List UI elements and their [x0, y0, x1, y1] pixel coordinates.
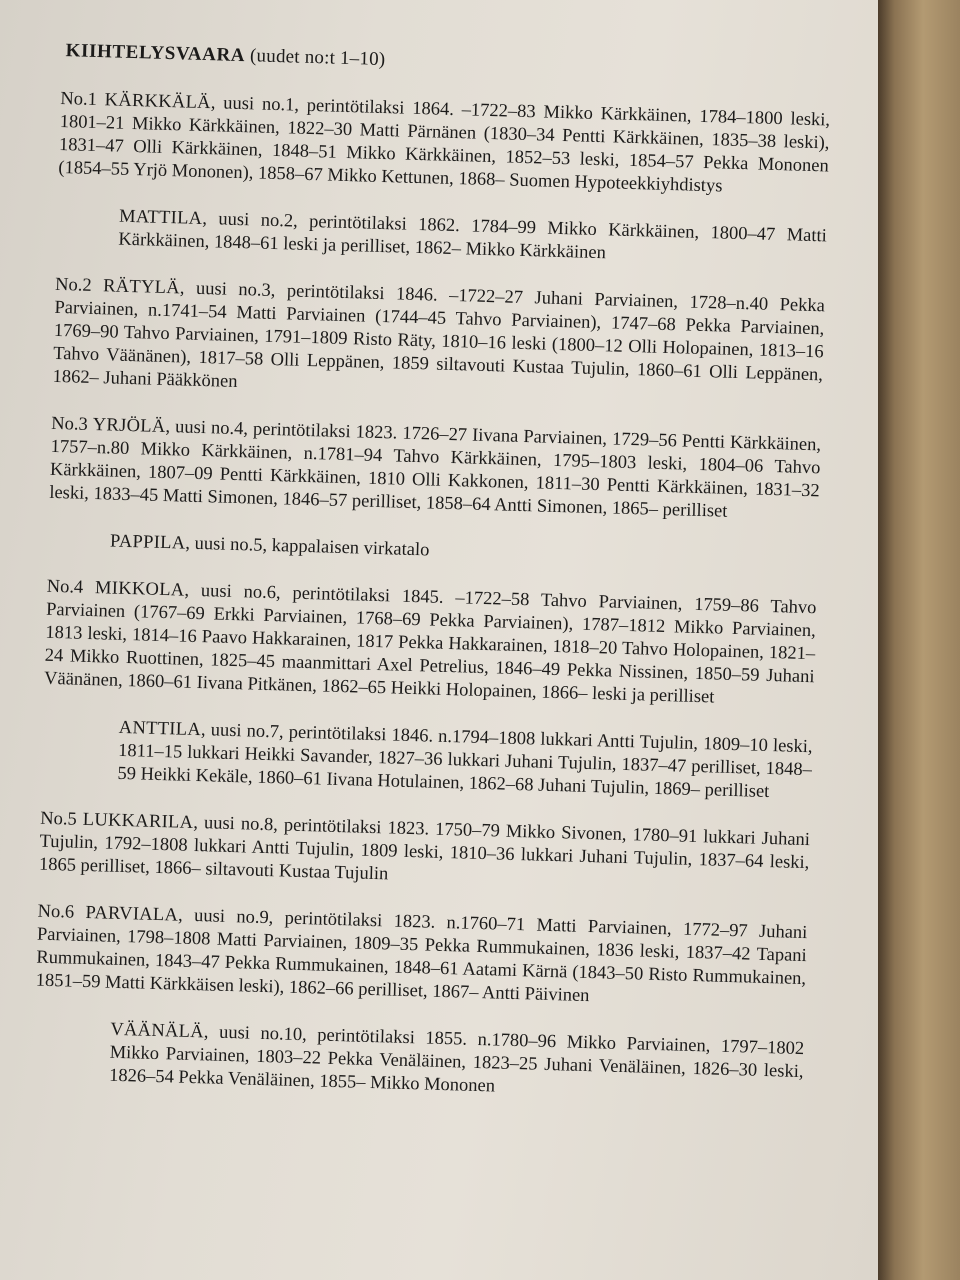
entry-pappila: PAPPILA, uusi no.5, kappalaisen virkatalo: [109, 531, 430, 561]
book-cover-edge: [878, 0, 960, 1280]
heading-subtitle: (uudet no:t 1–10): [249, 45, 386, 71]
entry-yrjola: No.3 YRJÖLÄ, uusi no.4, perintötilaksi 1823. 1726–27 Iivana Parviainen, 1729–56 Pentti Kärkkäinen, 1757–n.80 Mikko Kärkkäinen, n.1781–94 Tahvo Kärkkäinen, 1795–1803 leski, 1804–06 Tahvo Kärkkäinen, 1807–09 Pentti Kärkkäinen, 1810 Olli Kakkonen, 1811–30 Pentti Kärkkäinen, 1831–32 leski, 1833–45 Matti Simonen, 1846–57 perilliset, 1858–64 Antti Simonen, 1865– perilliset: [49, 413, 822, 522]
entry-name: PARVIALA: [85, 902, 179, 926]
entry-name: MIKKOLA: [94, 578, 185, 601]
entry-parviala: No.6 PARVIALA, uusi no.9, perintötilaksi 1823. n.1760–71 Matti Parviainen, 1772–97 Juhani Parviainen, 1798–1808 Matti Parviainen, 1809–35 Pekka Rummukainen, 1836 leski, 1837–42 Tapani Rummukainen, 1843–47 Pekka Rummukainen, 1848–61 Aatami Kärnä (1843–50 Risto Rummukainen, 1851–59 Matti Kärkkäisen leski), 1862–66 perilliset, 1867– Antti Päivinen: [35, 901, 808, 1007]
entry-lukkarila: No.5 LUKKARILA, uusi no.8, perintötilaksi 1823. 1750–79 Mikko Sivonen, 1780–91 lukkari Juhani Tujulin, 1792–1808 lukkari Antti Tujulin, 1809 leski, 1810–36 lukkari Juhani Tujulin, 1837–64 leski, 1865 perilliset, 1866– siltavouti Kustaa Tujulin: [38, 808, 811, 885]
entry-ratyla: No.2 RÄTYLÄ, uusi no.3, perintötilaksi 1846. –1722–27 Juhani Parviainen, 1728–n.40 Pekka Parviainen, n.1741–54 Matti Parviainen (1744–45 Tahvo Parviainen), 1747–68 Pekka Parviainen, 1769–90 Tahvo Parviainen, 1791–1809 Risto Räty, 1810–16 leski (1800–12 Olli Holopainen, 1813–16 Tahvo Väänänen), 1817–58 Olli Leppänen, 1859 siltavouti Kustaa Tujulin, 1860–61 Olli Leppänen, 1862– Juhani Pääkkönen: [52, 274, 826, 393]
entry-name: MATTILA: [118, 206, 203, 229]
heading-place: KIIHTELYSVAARA: [65, 40, 246, 67]
page-content: [32, 40, 832, 1131]
entry-mattila: MATTILA, uusi no.2, perintötilaksi 1862. 1784–99 Mikko Kärkkäinen, 1800–47 Matti Kärkkäinen, 1848–61 leski ja perilliset, 1862– Mikko Kärkkäinen: [118, 206, 828, 264]
entry-name: KÄRKKÄLÄ: [104, 90, 212, 114]
entry-name: VÄÄNÄLÄ: [110, 1019, 205, 1043]
entry-name: PAPPILA: [109, 531, 186, 554]
entry-name: RÄTYLÄ: [102, 276, 181, 299]
entry-vaanala: VÄÄNÄLÄ, uusi no.10, perintötilaksi 1855. n.1780–96 Mikko Parviainen, 1797–1802 Mikko Parviainen, 1803–22 Pekka Venäläinen, 1823–25 Juhani Venäläinen, 1826–30 leski, 1826–54 Pekka Venäläinen, 1855– Mikko Mononen: [108, 1019, 805, 1097]
entry-name: ANTTILA: [118, 717, 202, 741]
entry-karkkala: No.1 KÄRKKÄLÄ, uusi no.1, perintötilaksi 1864. –1722–83 Mikko Kärkkäinen, 1784–1800 leski, 1801–21 Mikko Kärkkäinen, 1822–30 Matti Pärnänen (1830–34 Pentti Kärkkäinen, 1835–38 leski), 1831–47 Olli Kärkkäinen, 1848–51 Mikko Kärkkäinen, 1852–53 leski, 1854–57 Pekka Mononen (1854–55 Yrjö Mononen), 1858–67 Mikko Kettunen, 1868– Suomen Hypoteekkiyhdistys: [58, 88, 831, 197]
section-heading: [65, 40, 831, 83]
entry-name: YRJÖLÄ: [92, 415, 166, 438]
entry-name: LUKKARILA: [82, 809, 194, 833]
entry-mikkola: No.4 MIKKOLA, uusi no.6, perintötilaksi 1845. –1722–58 Tahvo Parviainen, 1759–86 Tahvo Parviainen (1767–69 Erkki Parviainen, 1768–69 Pekka Parviainen), 1787–1812 Mikko Parviainen, 1813 leski, 1814–16 Paavo Hakkarainen, 1817 Pekka Hakkarainen, 1818–20 Tahvo Holopainen, 1821–24 Mikko Ruottinen, 1825–45 maanmittari Axel Petrelius, 1846–49 Pekka Nissinen, 1850–59 Juhani Väänänen, 1860–61 Iivana Pitkänen, 1862–65 Heikki Holopainen, 1866– leski ja perilliset: [43, 576, 817, 708]
entry-anttila: ANTTILA, uusi no.7, perintötilaksi 1846. n.1794–1808 lukkari Antti Tujulin, 1809–10 leski, 1811–15 lukkari Heikki Savander, 1827–36 lukkari Juhani Tujulin, 1837–47 perilliset, 1848–59 Heikki Kekäle, 1860–61 Iivana Hotulainen, 1862–68 Juhani Tujulin, 1869– perilliset: [117, 717, 813, 803]
